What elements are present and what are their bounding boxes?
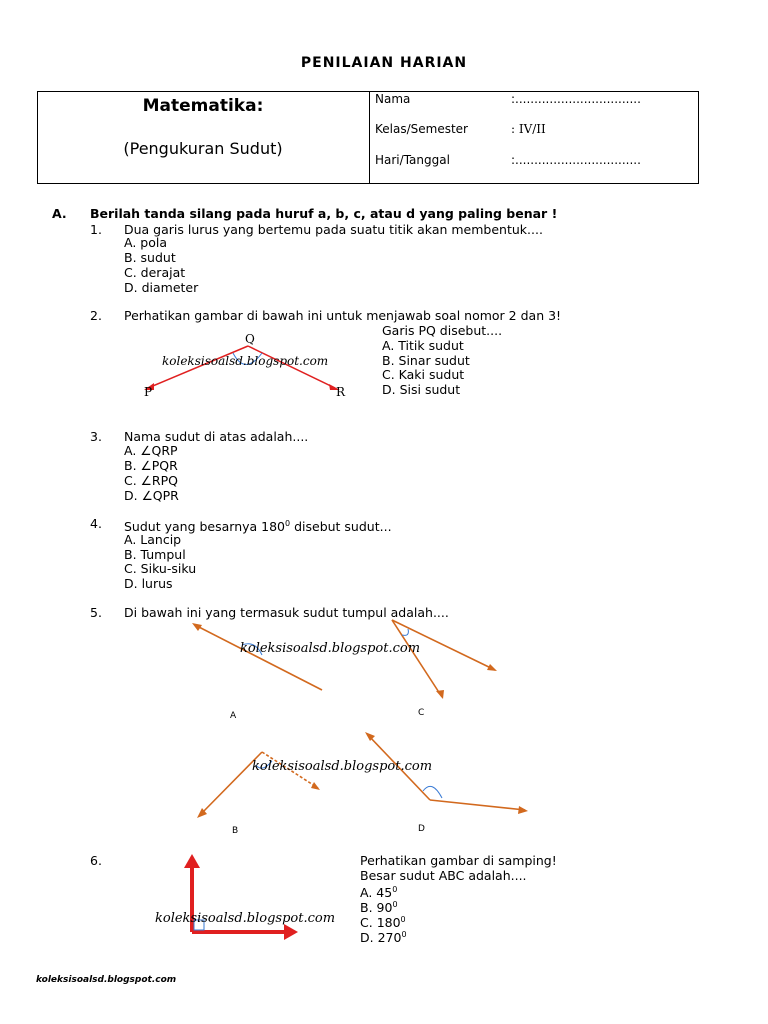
angle-d-arrow2	[518, 806, 528, 814]
topic-title: (Pengukuran Sudut)	[123, 139, 283, 158]
page-title: PENILAIAN HARIAN	[300, 55, 468, 71]
q2-text: Perhatikan gambar di bawah ini untuk menjawab soal nomor 2 dan 3!	[124, 308, 562, 323]
field-name-value: :.................................	[511, 92, 641, 106]
q6-arrow-up	[184, 854, 200, 868]
angle-a-label: A	[230, 711, 237, 721]
q6-option-a: A. $45^0$	[360, 885, 398, 901]
q5-number: 5.	[90, 605, 102, 620]
q4-option-c: C. Siku-siku	[124, 561, 197, 576]
q6-number: 6.	[90, 853, 102, 868]
q4-text: Sudut yang besarnya $180^0$ disebut sudut...	[124, 519, 392, 535]
angle-d-ray2	[430, 800, 525, 810]
q5-watermark-1: koleksisoalsd.blogspot.com	[240, 641, 421, 656]
q3-option-a: A. ∠QRP	[124, 443, 178, 458]
q1-number: 1.	[90, 222, 102, 237]
label-p: P	[144, 385, 153, 399]
field-name-label: Nama	[375, 92, 411, 106]
field-class-value: : IV/II	[511, 122, 546, 136]
q3-option-b: B. ∠PQR	[124, 458, 178, 473]
angle-a-arrow	[192, 623, 202, 631]
q5-watermark-2: koleksisoalsd.blogspot.com	[252, 759, 433, 774]
q1-text: Dua garis lurus yang bertemu pada suatu titik akan membentuk....	[124, 222, 543, 237]
q3-option-d: D. ∠QPR	[124, 488, 179, 503]
field-date-label: Hari/Tanggal	[375, 153, 450, 167]
q2-angle-figure	[130, 328, 360, 403]
section-instruction: Berilah tanda silang pada huruf a, b, c, atau d yang paling benar !	[90, 206, 558, 221]
q2-option-c: C. Kaki sudut	[382, 367, 465, 382]
label-r: R	[336, 385, 346, 399]
label-q: Q	[245, 332, 255, 346]
q2-watermark: koleksisoalsd.blogspot.com	[162, 354, 329, 368]
q5-text: Di bawah ini yang termasuk sudut tumpul adalah....	[124, 605, 449, 620]
angle-c-label: C	[418, 708, 425, 718]
angle-b-arrow2	[311, 782, 320, 790]
q6-angle-figure	[180, 852, 305, 942]
q1-option-a: A. pola	[124, 235, 167, 250]
q4-number: 4.	[90, 516, 102, 531]
q3-text: Nama sudut di atas adalah....	[124, 429, 309, 444]
field-class-label: Kelas/Semester	[375, 122, 468, 136]
angle-c-arc	[402, 629, 408, 635]
q6-line2: Besar sudut ABC adalah....	[360, 868, 527, 883]
angle-a-line	[195, 625, 322, 690]
q2-number: 2.	[90, 308, 102, 323]
q6-arrow-right	[284, 924, 298, 940]
q6-line1: Perhatikan gambar di samping!	[360, 853, 557, 868]
q4-option-a: A. Lancip	[124, 532, 182, 547]
q2-option-b: B. Sinar sudut	[382, 353, 470, 368]
q1-option-d: D. diameter	[124, 280, 199, 295]
angle-b-label: B	[232, 826, 239, 836]
angle-c-arrow1	[436, 690, 444, 699]
q2-option-d: D. Sisi sudut	[382, 382, 461, 397]
angle-d-label: D	[418, 824, 425, 834]
q3-option-c: C. ∠RPQ	[124, 473, 178, 488]
field-date-value: :.................................	[511, 153, 641, 167]
q1-option-c: C. derajat	[124, 265, 186, 280]
q3-number: 3.	[90, 429, 102, 444]
q1-option-b: B. sudut	[124, 250, 176, 265]
q2-option-a: A. Titik sudut	[382, 338, 464, 353]
q6-option-b: B. $90^0$	[360, 900, 398, 916]
header-divider	[369, 91, 370, 184]
q6-watermark: koleksisoalsd.blogspot.com	[155, 911, 336, 926]
q4-option-d: D. lurus	[124, 576, 173, 591]
section-letter: A.	[52, 206, 67, 221]
q2-question: Garis PQ disebut....	[382, 323, 503, 338]
footer-watermark: koleksisoalsd.blogspot.com	[36, 975, 177, 985]
q4-option-b: B. Tumpul	[124, 547, 186, 562]
q6-option-d: D. $270^0$	[360, 930, 407, 946]
subject-title: Matematika:	[142, 96, 264, 116]
q6-option-c: C. $180^0$	[360, 915, 406, 931]
angle-c-arrow2	[487, 664, 497, 671]
